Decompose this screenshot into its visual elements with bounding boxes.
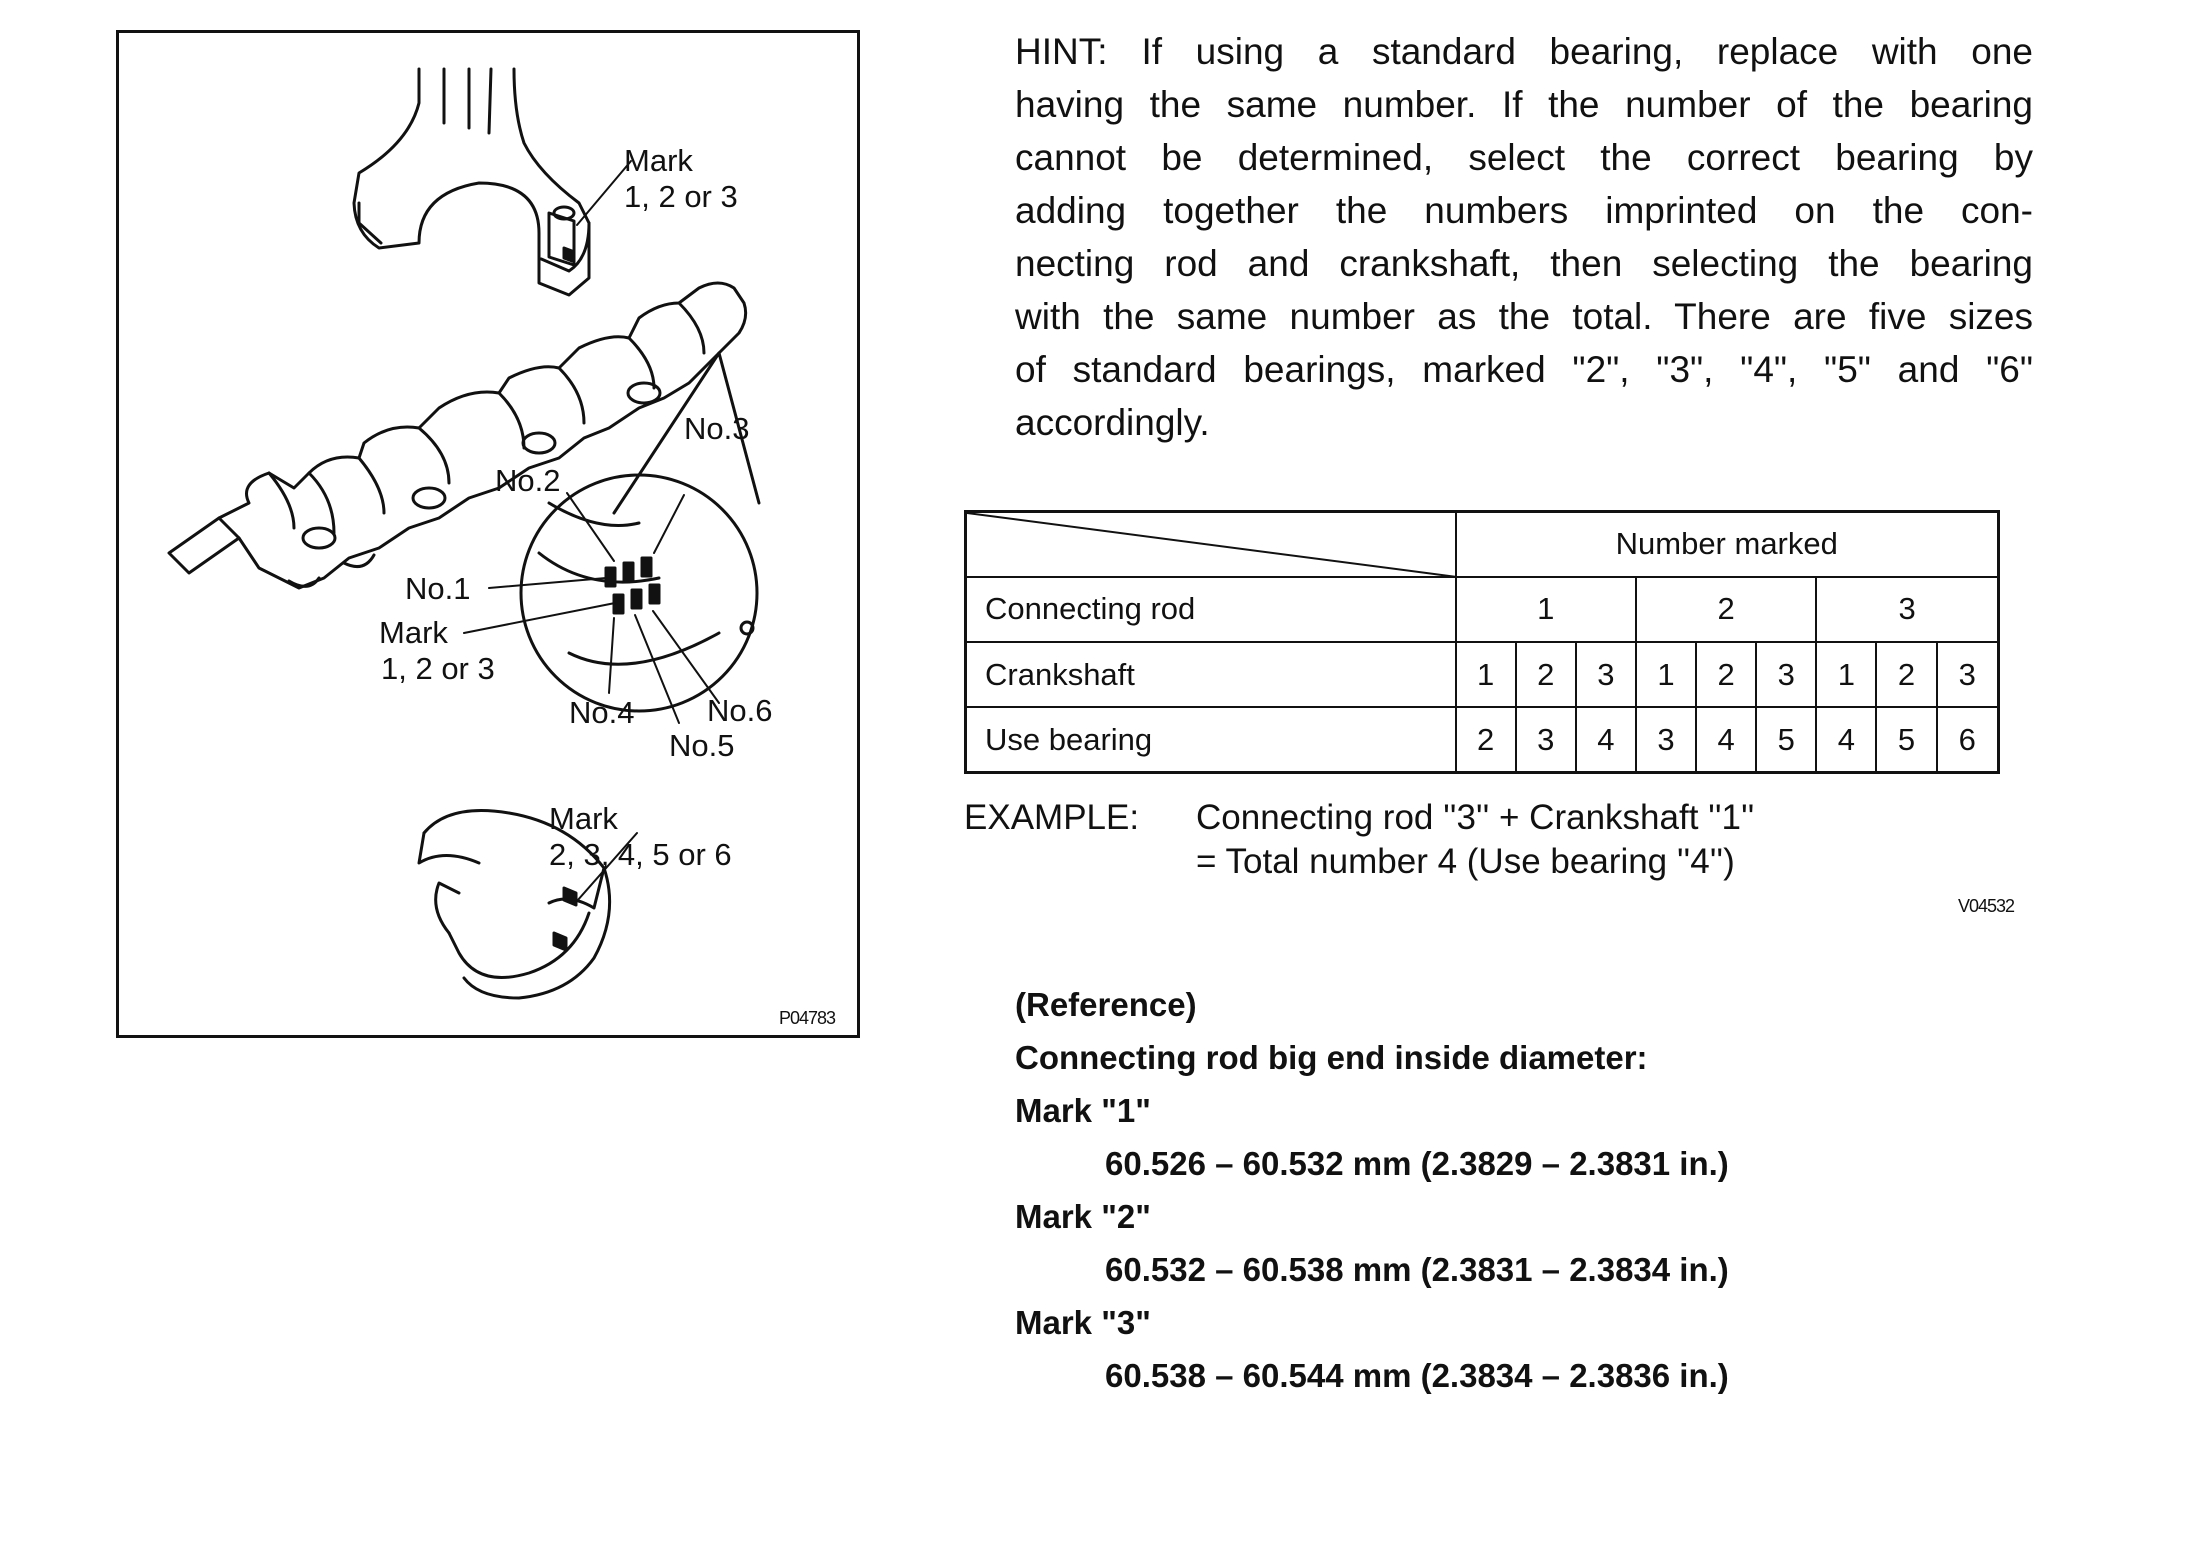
hint-line-text: If using a standard bearing, replace with one [1141, 31, 2033, 72]
connecting-rod-drawing [354, 69, 631, 295]
mark-3-value: 60.538 – 60.544 mm (2.3834 – 2.3836 in.) [1105, 1357, 1729, 1394]
magnified-crank-web-drawing [464, 353, 759, 723]
hint-lead: HINT: [1015, 31, 1108, 72]
example-label: EXAMPLE: [964, 798, 1140, 837]
example-line-1 [964, 796, 1754, 840]
journal-no5-label: No.5 [669, 728, 735, 763]
example-line-2: = Total number 4 (Use bearing ''4'') [1196, 842, 1735, 881]
bearing-mark-title: Mark [549, 801, 618, 836]
figure-code: P04783 [779, 1008, 836, 1028]
rod-value-cell: 2 [1636, 577, 1816, 642]
diagonal-line [967, 513, 1457, 577]
example-block [964, 796, 1754, 884]
crank-value-cell: 3 [1576, 642, 1636, 707]
table-code: V04532 [1958, 896, 2015, 916]
bearing-value-cell: 4 [1696, 707, 1756, 772]
reference-subtitle: Connecting rod big end inside diameter: [1015, 1039, 1648, 1076]
journal-no1-label: No.1 [405, 571, 471, 606]
hint-line-4: adding together the numbers imprinted on the con- [1015, 190, 2033, 231]
bearing-value-cell: 2 [1456, 707, 1516, 772]
use-bearing-label: Use bearing [966, 707, 1456, 772]
hint-line-8: accordingly. [1015, 402, 1210, 443]
crankshaft-rod-bearing-illustration [119, 33, 863, 1041]
rod-value-cell: 1 [1456, 577, 1636, 642]
crank-value-cell: 3 [1937, 642, 1999, 707]
diagonal-corner-cell [966, 512, 1456, 577]
crank-value-cell: 1 [1816, 642, 1876, 707]
hint-line-7: of standard bearings, marked "2", "3", "4", "5" and "6" [1015, 349, 2033, 390]
table-row [966, 707, 1999, 772]
hint-line-5: necting rod and crankshaft, then selecting the bearing [1015, 243, 2033, 284]
mark-2-value: 60.532 – 60.538 mm (2.3831 – 2.3834 in.) [1105, 1251, 1729, 1288]
number-marked-header: Number marked [1456, 512, 1999, 577]
crank-value-cell: 2 [1696, 642, 1756, 707]
bearing-selection-figure [116, 30, 860, 1038]
connecting-rod-label: Connecting rod [966, 577, 1456, 642]
bearing-value-cell: 4 [1816, 707, 1876, 772]
crank-value-cell: 2 [1516, 642, 1576, 707]
bearing-mark-value: 2, 3, 4, 5 or 6 [549, 837, 732, 872]
journal-no4-label: No.4 [569, 695, 635, 730]
journal-no3-label: No.3 [684, 411, 750, 446]
reference-block [1015, 978, 1729, 1402]
rod-mark-value: 1, 2 or 3 [624, 179, 738, 214]
example-equation: Connecting rod ''3'' + Crankshaft ''1'' [1196, 798, 1755, 837]
table-header-row [966, 512, 1999, 577]
bearing-value-cell: 6 [1937, 707, 1999, 772]
hint-line-3: cannot be determined, select the correct bearing by [1015, 137, 2033, 178]
mark-1-value: 60.526 – 60.532 mm (2.3829 – 2.3831 in.) [1105, 1145, 1729, 1182]
bearing-value-cell: 3 [1516, 707, 1576, 772]
bearing-value-cell: 5 [1756, 707, 1816, 772]
crank-value-cell: 2 [1876, 642, 1936, 707]
mark-2-label: Mark "2" [1015, 1198, 1151, 1235]
reference-title: (Reference) [1015, 986, 1197, 1023]
journal-no2-label: No.2 [495, 463, 561, 498]
crank-value-cell: 3 [1756, 642, 1816, 707]
bearing-value-cell: 4 [1576, 707, 1636, 772]
bearing-value-cell: 3 [1636, 707, 1696, 772]
crank-value-cell: 1 [1456, 642, 1516, 707]
crank-value-cell: 1 [1636, 642, 1696, 707]
bearing-selection-table [964, 510, 2000, 774]
hint-line-1 [1015, 25, 2033, 78]
table-row [966, 642, 1999, 707]
mark-1-label: Mark "1" [1015, 1092, 1151, 1129]
journal-no6-label: No.6 [707, 693, 773, 728]
crank-mark-title: Mark [379, 615, 448, 650]
mark-3-label: Mark "3" [1015, 1304, 1151, 1341]
rod-value-cell: 3 [1816, 577, 1998, 642]
hint-line-2: having the same number. If the number of the bearing [1015, 84, 2033, 125]
hint-line-6: with the same number as the total. There are five sizes [1015, 296, 2033, 337]
crank-mark-value: 1, 2 or 3 [381, 651, 495, 686]
crankshaft-label: Crankshaft [966, 642, 1456, 707]
table-row [966, 577, 1999, 642]
bearing-value-cell: 5 [1876, 707, 1936, 772]
hint-paragraph [1015, 25, 2033, 449]
rod-mark-title: Mark [624, 143, 693, 178]
